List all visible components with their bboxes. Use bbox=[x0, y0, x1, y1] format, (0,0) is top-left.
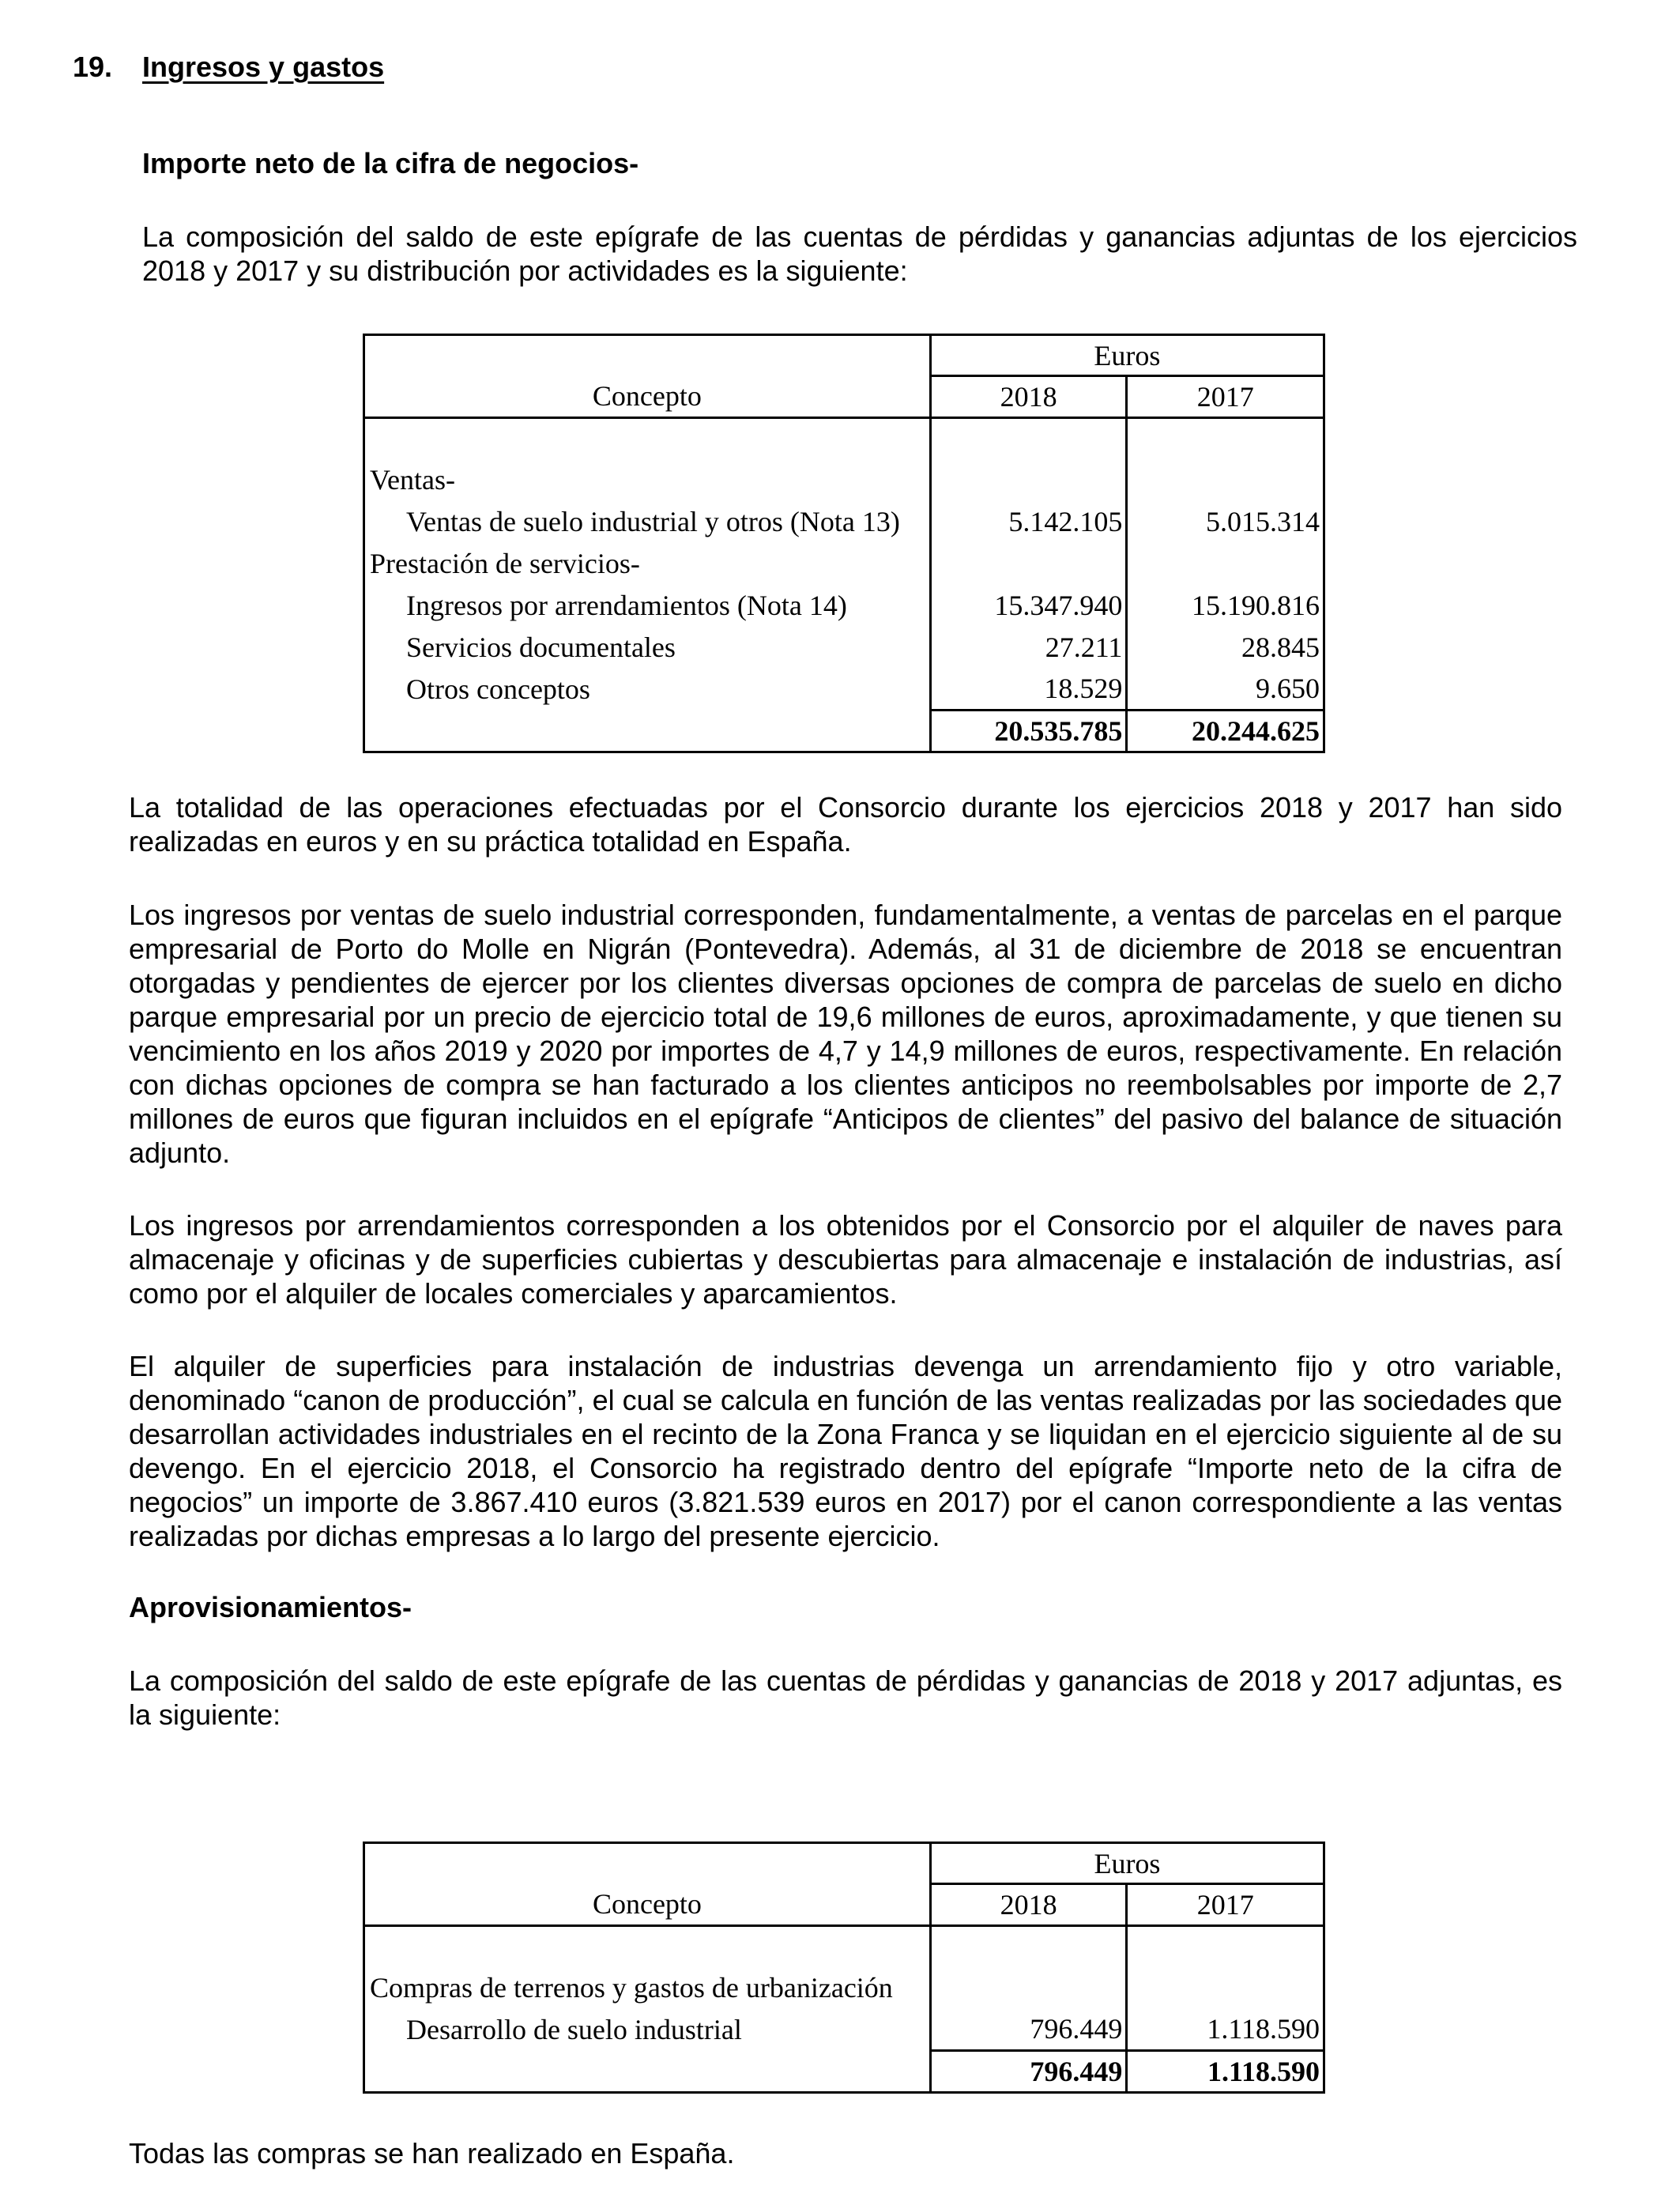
year-header-2017: 2017 bbox=[1127, 1884, 1324, 1926]
year-header-2018: 2018 bbox=[930, 376, 1127, 418]
row-value-2017: 9.650 bbox=[1127, 669, 1324, 711]
closing-note: Todas las compras se han realizado en España. bbox=[129, 2137, 735, 2169]
section-number: 19. bbox=[73, 51, 113, 83]
row-value-2017: 15.190.816 bbox=[1127, 585, 1324, 627]
currency-header: Euros bbox=[930, 335, 1324, 376]
table-row bbox=[364, 627, 1324, 669]
row-label: Ventas- bbox=[364, 459, 931, 501]
row-value-2018 bbox=[930, 543, 1127, 585]
row-label: Prestación de servicios- bbox=[364, 543, 931, 585]
revenue-table bbox=[363, 334, 1325, 753]
concept-header-spacer bbox=[364, 335, 931, 376]
table-row bbox=[364, 1967, 1324, 2009]
row-value-2018: 18.529 bbox=[930, 669, 1127, 711]
row-value-2018: 796.449 bbox=[930, 2009, 1126, 2051]
total-row bbox=[364, 2051, 1324, 2093]
row-value-2017: 5.015.314 bbox=[1127, 501, 1324, 543]
row-value-2017: 1.118.590 bbox=[1127, 2009, 1324, 2051]
section-title-text: Ingresos y gastos bbox=[142, 51, 385, 83]
row-label: Compras de terrenos y gastos de urbanización bbox=[364, 1967, 931, 2009]
row-value-2018 bbox=[930, 1967, 1126, 2009]
row-value-2017 bbox=[1127, 459, 1324, 501]
row-value-2018: 27.211 bbox=[930, 627, 1127, 669]
procurement-table bbox=[363, 1842, 1325, 2094]
row-label: Otros conceptos bbox=[364, 669, 931, 711]
row-label: Ventas de suelo industrial y otros (Nota 13) bbox=[364, 501, 931, 543]
subheading-procurement: Aprovisionamientos- bbox=[129, 1591, 412, 1623]
total-2018: 796.449 bbox=[930, 2051, 1126, 2093]
table-row bbox=[364, 2009, 1324, 2051]
row-value-2017 bbox=[1127, 1967, 1324, 2009]
row-value-2018 bbox=[930, 459, 1127, 501]
paragraph-land-sales: Los ingresos por ventas de suelo industrial corresponden, fundamentalmente, a ventas de parcelas en el parque empresarial de Porto do Molle en Nigrán (Pontevedra). Además, al 31 de diciembre de 2018 se encuentran otorgadas y pendientes de ejercer por los clientes diversas opciones de compra de parcelas de suelo en dicho parque empresarial por un precio de ejercicio total de 19,6 millones de euros, aproximadamente, y que tienen su vencimiento en los años 2019 y 2020 por importes de 4,7 y 14,9 millones de euros, respectivamente. En relación con dichas opciones de compra se han facturado a los clientes anticipos no reembolsables por importe de 2,7 millones de euros que figuran incluidos en el epígrafe “Anticipos de clientes” del pasivo del balance de situación adjunto. bbox=[129, 899, 1562, 1169]
total-2017: 1.118.590 bbox=[1127, 2051, 1324, 2093]
subheading-revenue: Importe neto de la cifra de negocios- bbox=[142, 147, 639, 179]
row-value-2017 bbox=[1127, 543, 1324, 585]
table-row bbox=[364, 543, 1324, 585]
paragraph-production-fee: El alquiler de superficies para instalación de industrias devenga un arrendamiento fijo y otro variable, denominado “canon de producción”, el cual se calcula en función de las ventas realizadas por las sociedades que desarrollan actividades industriales en el recinto de la Zona Franca y se liquidan en el ejercicio siguiente al de su devengo. En el ejercicio 2018, el Consorcio ha registrado dentro del epígrafe “Importe neto de la cifra de negocios” un importe de 3.867.410 euros (3.821.539 euros en 2017) por el canon correspondiente a las ventas realizadas por dichas empresas a lo largo del presente ejercicio. bbox=[129, 1350, 1562, 1552]
revenue-intro: La composición del saldo de este epígrafe de las cuentas de pérdidas y ganancias adjuntas de los ejercicios 2018 y 2017 y su distribución por actividades es la siguiente: bbox=[142, 221, 1577, 287]
total-2017: 20.244.625 bbox=[1127, 711, 1324, 752]
row-value-2018: 15.347.940 bbox=[930, 585, 1127, 627]
currency-header: Euros bbox=[930, 1843, 1324, 1884]
year-header-2017: 2017 bbox=[1127, 376, 1324, 418]
paragraph-leases: Los ingresos por arrendamientos corresponden a los obtenidos por el Consorcio por el alquiler de naves para almacenaje y oficinas y de superficies cubiertas y descubiertas para almacenaje e instalación de industrias, así como por el alquiler de locales comerciales y aparcamientos. bbox=[129, 1209, 1562, 1310]
row-label: Servicios documentales bbox=[364, 627, 931, 669]
total-2018: 20.535.785 bbox=[930, 711, 1127, 752]
row-label: Ingresos por arrendamientos (Nota 14) bbox=[364, 585, 931, 627]
paragraph-currency: La totalidad de las operaciones efectuadas por el Consorcio durante los ejercicios 2018 y 2017 han sido realizadas en euros y en su práctica totalidad en España. bbox=[129, 791, 1562, 858]
row-value-2017: 28.845 bbox=[1127, 627, 1324, 669]
total-row bbox=[364, 711, 1324, 752]
concept-header: Concepto bbox=[364, 376, 931, 418]
row-value-2018: 5.142.105 bbox=[930, 501, 1127, 543]
table-row bbox=[364, 669, 1324, 711]
table-row bbox=[364, 501, 1324, 543]
concept-header: Concepto bbox=[364, 1884, 931, 1926]
procurement-intro: La composición del saldo de este epígrafe de las cuentas de pérdidas y ganancias de 2018 y 2017 adjuntas, es la siguiente: bbox=[129, 1664, 1562, 1731]
table-row bbox=[364, 585, 1324, 627]
year-header-2018: 2018 bbox=[930, 1884, 1126, 1926]
section-title bbox=[73, 51, 384, 84]
row-label: Desarrollo de suelo industrial bbox=[364, 2009, 931, 2051]
table-row bbox=[364, 459, 1324, 501]
